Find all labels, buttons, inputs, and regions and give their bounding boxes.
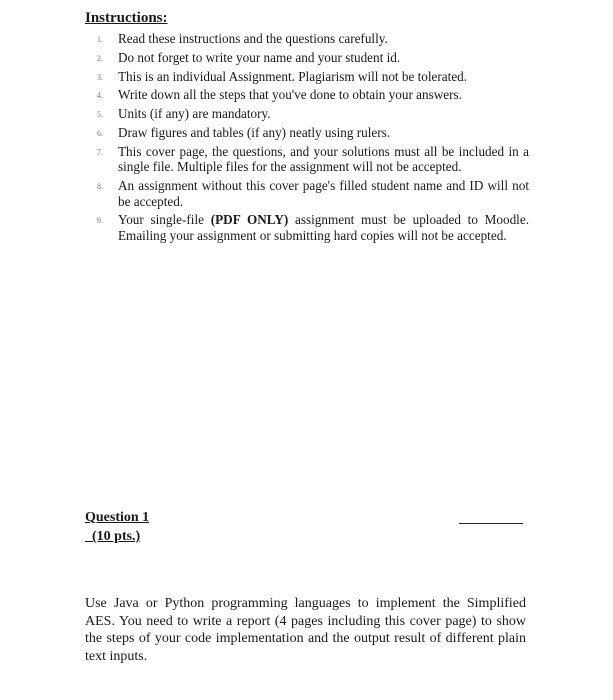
instruction-number: 9. [97,216,103,226]
instruction-item [97,69,529,85]
pdf-only-emphasis: (PDF ONLY) [210,212,289,228]
instruction-text: This cover page, the questions, and your solutions must all be included in a single file. Multiple files for the assignment will not be accepted. [118,143,529,175]
question-title: Question 1 [85,510,150,525]
instruction-item [97,178,529,209]
instruction-number: 6. [97,128,103,138]
instruction-item [97,31,529,47]
question-points [85,529,140,545]
instruction-number: 1. [97,35,103,44]
instructions-list [97,31,529,247]
points-value: (10 pts.) [92,529,141,544]
instruction-item [97,144,529,175]
instruction-text: Draw figures and tables (if any) neatly using rulers. [118,124,391,140]
instruction-number: 7. [97,147,103,157]
blank-answer-line [459,523,523,524]
question-body: Use Java or Python programming languages to implement the Simplified AES. You need to write a report (4 pages including this cover page) to show the steps of your code implementation and the output result of different plain text inputs. [85,596,526,664]
instruction-item [97,50,529,66]
instruction-number: 5. [97,110,103,120]
instruction-number: 2. [97,53,103,63]
instruction-text: Units (if any) are mandatory. [118,106,271,122]
instruction-text-end: assignment must be uploaded to Moodle. Emailing your assignment or submitting hard copies will not be accepted. [118,212,529,244]
instruction-number: 8. [97,182,103,192]
instruction-number: 4. [97,91,103,101]
instruction-text: Do not forget to write your name and your student id. [118,49,401,65]
instruction-text-start: Your single-file [118,212,211,228]
instruction-item [97,87,529,103]
instructions-heading: Instructions: [85,10,168,26]
instruction-text: This is an individual Assignment. Plagiarism will not be tolerated. [118,68,468,84]
points-underscore: _ [85,529,92,544]
instruction-text: Write down all the steps that you've done to obtain your answers. [118,87,462,103]
instruction-item [97,212,529,243]
instruction-text: An assignment without this cover page's filled student name and ID will not be accepted. [118,178,529,209]
instruction-item [97,125,529,141]
instruction-number: 3. [97,72,103,82]
instruction-text: Read these instructions and the questions carefully. [118,31,388,46]
instruction-item [97,106,529,122]
